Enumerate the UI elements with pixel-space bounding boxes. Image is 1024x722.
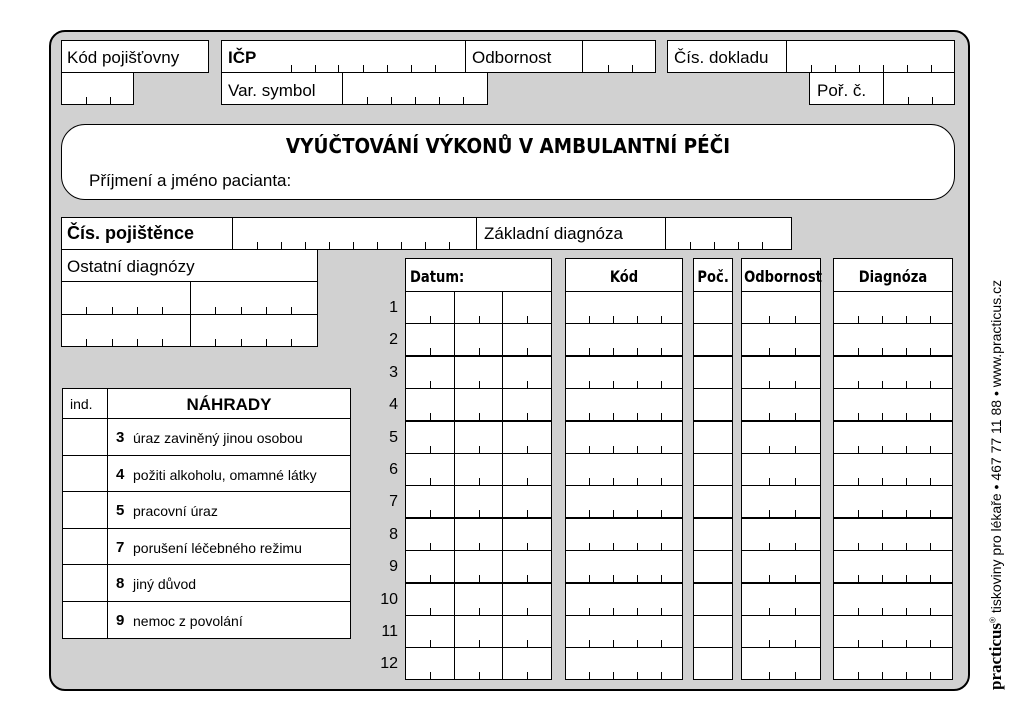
odbornost-cell[interactable] (741, 388, 821, 421)
datum-year-cell[interactable] (502, 647, 552, 680)
poc-cell[interactable] (693, 453, 733, 486)
datum-month-cell[interactable] (454, 583, 503, 616)
nahrady-ind-checkbox[interactable] (62, 491, 108, 529)
header-odbornost-box (741, 258, 821, 292)
odbornost-cell[interactable] (741, 615, 821, 648)
ind-label: ind. (70, 396, 93, 412)
patient-name-label: Příjmení a jméno pacianta: (89, 171, 292, 190)
datum-day-cell[interactable] (405, 615, 455, 648)
diagnoza-cell[interactable] (833, 388, 953, 421)
row-number: 8 (389, 526, 398, 543)
datum-day-cell[interactable] (405, 453, 455, 486)
nahrady-item-code: 4 (116, 466, 125, 483)
ostatni-diagnoza-2[interactable] (190, 281, 318, 315)
header-kod-box (565, 258, 683, 292)
nahrady-title-box (107, 388, 351, 419)
nahrady-item-code: 8 (116, 575, 125, 592)
kod-cell[interactable] (565, 583, 683, 616)
nahrady-ind-checkbox[interactable] (62, 564, 108, 602)
kod-cell[interactable] (565, 518, 683, 551)
nahrady-item-code: 9 (116, 612, 125, 629)
poc-cell[interactable] (693, 356, 733, 389)
nahrady-item-text: jiný důvod (133, 576, 197, 592)
ostatni-diagnoza-1[interactable] (61, 281, 191, 315)
cis-pojistence-field[interactable] (232, 217, 477, 250)
icp-field[interactable] (221, 40, 466, 73)
odbornost-label: Odbornost (472, 48, 552, 67)
row-number: 2 (389, 331, 398, 348)
diagnoza-cell[interactable] (833, 615, 953, 648)
nahrady-item-code: 5 (116, 502, 125, 519)
kod-cell[interactable] (565, 388, 683, 421)
publisher-trademark: ® (988, 617, 998, 623)
row-number: 3 (389, 364, 398, 381)
row-number: 5 (389, 429, 398, 446)
ostatni-diagnozy-label: Ostatní diagnózy (67, 257, 195, 276)
nahrady-item (107, 455, 351, 493)
datum-month-cell[interactable] (454, 647, 503, 680)
datum-year-cell[interactable] (502, 518, 552, 551)
kod-cell[interactable] (565, 453, 683, 486)
datum-year-cell[interactable] (502, 550, 552, 583)
odbornost-cell[interactable] (741, 485, 821, 518)
datum-day-cell[interactable] (405, 323, 455, 356)
datum-month-cell[interactable] (454, 550, 503, 583)
row-number: 6 (389, 461, 398, 478)
datum-day-cell[interactable] (405, 485, 455, 518)
odbornost-cell[interactable] (741, 647, 821, 680)
nahrady-item (107, 491, 351, 529)
datum-year-cell[interactable] (502, 485, 552, 518)
datum-month-cell[interactable] (454, 485, 503, 518)
nahrady-ind-checkbox[interactable] (62, 601, 108, 639)
row-number: 1 (389, 299, 398, 316)
diagnoza-cell[interactable] (833, 583, 953, 616)
nahrady-ind-checkbox[interactable] (62, 418, 108, 456)
row-number: 4 (389, 396, 398, 413)
diagnoza-cell[interactable] (833, 518, 953, 551)
odbornost-cell[interactable] (741, 518, 821, 551)
kod-pojistovny-label-box (61, 40, 209, 73)
nahrady-item-text: úraz zaviněný jinou osobou (133, 430, 303, 446)
nahrady-item-text: požiti alkoholu, omamné látky (133, 467, 317, 483)
datum-month-cell[interactable] (454, 291, 503, 324)
row-number: 9 (389, 558, 398, 575)
header-kod: Kód (609, 267, 639, 286)
odbornost-cell[interactable] (741, 323, 821, 356)
poc-cell[interactable] (693, 647, 733, 680)
patient-name-field[interactable] (320, 165, 930, 190)
diagnoza-cell[interactable] (833, 323, 953, 356)
nahrady-ind-checkbox[interactable] (62, 455, 108, 493)
diagnoza-cell[interactable] (833, 356, 953, 389)
nahrady-item (107, 601, 351, 639)
kod-cell[interactable] (565, 291, 683, 324)
datum-day-cell[interactable] (405, 550, 455, 583)
odbornost-cell[interactable] (741, 453, 821, 486)
odbornost-cell[interactable] (741, 583, 821, 616)
nahrady-item-code: 7 (116, 539, 125, 556)
kod-cell[interactable] (565, 356, 683, 389)
datum-month-cell[interactable] (454, 518, 503, 551)
form-title: VYÚČTOVÁNÍ VÝKONŮ V AMBULANTNÍ PÉČI (285, 134, 731, 158)
datum-year-cell[interactable] (502, 356, 552, 389)
row-number: 12 (380, 655, 398, 672)
nahrady-item-text: pracovní úraz (133, 503, 218, 519)
odbornost-cell[interactable] (741, 291, 821, 324)
datum-year-cell[interactable] (502, 323, 552, 356)
odbornost-label-box (465, 40, 583, 73)
cis-pojistence-label: Čís. pojištěnce (67, 223, 195, 243)
header-poc: Poč. (697, 267, 729, 286)
var-symbol-field[interactable] (342, 72, 488, 105)
row-number: 10 (380, 591, 398, 608)
poc-cell[interactable] (693, 583, 733, 616)
nahrady-item (107, 528, 351, 566)
por-c-label-box (809, 72, 884, 105)
datum-month-cell[interactable] (454, 615, 503, 648)
poc-cell[interactable] (693, 291, 733, 324)
datum-year-cell[interactable] (502, 615, 552, 648)
odbornost-cell[interactable] (741, 421, 821, 454)
header-diagnoza: Diagnóza (858, 267, 928, 286)
por-c-field[interactable] (883, 72, 955, 105)
kod-cell[interactable] (565, 550, 683, 583)
icp-label: IČP (228, 48, 257, 67)
datum-day-cell[interactable] (405, 421, 455, 454)
kod-cell[interactable] (565, 615, 683, 648)
diagnoza-cell[interactable] (833, 647, 953, 680)
ostatni-diagnozy-label-box (61, 249, 318, 282)
cis-dokladu-label-box (667, 40, 787, 73)
kod-cell[interactable] (565, 647, 683, 680)
nahrady-item-text: nemoc z povolání (133, 613, 243, 629)
publisher-brand: practicus (986, 622, 1005, 690)
zakladni-diagnoza-label-box (476, 217, 666, 250)
datum-month-cell[interactable] (454, 388, 503, 421)
nahrady-item (107, 564, 351, 602)
odbornost-field[interactable] (582, 40, 656, 73)
datum-month-cell[interactable] (454, 421, 503, 454)
datum-day-cell[interactable] (405, 388, 455, 421)
datum-month-cell[interactable] (454, 453, 503, 486)
cis-dokladu-label: Čís. dokladu (674, 48, 769, 67)
poc-cell[interactable] (693, 421, 733, 454)
kod-pojistovny-field[interactable] (61, 72, 134, 105)
row-number: 11 (381, 623, 398, 640)
datum-day-cell[interactable] (405, 518, 455, 551)
datum-year-cell[interactable] (502, 453, 552, 486)
var-symbol-label-box (221, 72, 343, 105)
diagnoza-cell[interactable] (833, 485, 953, 518)
nahrady-ind-header (62, 388, 108, 419)
nahrady-item-text: porušení léčebného režimu (133, 540, 302, 556)
poc-cell[interactable] (693, 550, 733, 583)
kod-cell[interactable] (565, 323, 683, 356)
datum-month-cell[interactable] (454, 323, 503, 356)
datum-year-cell[interactable] (502, 583, 552, 616)
ostatni-diagnoza-4[interactable] (190, 314, 318, 347)
datum-day-cell[interactable] (405, 291, 455, 324)
poc-cell[interactable] (693, 388, 733, 421)
kod-cell[interactable] (565, 485, 683, 518)
nahrady-item-code: 3 (116, 429, 125, 446)
datum-year-cell[interactable] (502, 291, 552, 324)
odbornost-cell[interactable] (741, 356, 821, 389)
poc-cell[interactable] (693, 518, 733, 551)
zakladni-diagnoza-field[interactable] (665, 217, 792, 250)
var-symbol-label: Var. symbol (228, 81, 316, 100)
datum-year-cell[interactable] (502, 388, 552, 421)
nahrady-title: NÁHRADY (186, 395, 272, 414)
row-number: 7 (389, 493, 398, 510)
nahrady-item (107, 418, 351, 456)
header-datum: Datum: (409, 267, 465, 286)
datum-month-cell[interactable] (454, 356, 503, 389)
odbornost-cell[interactable] (741, 550, 821, 583)
diagnoza-cell[interactable] (833, 453, 953, 486)
kod-cell[interactable] (565, 421, 683, 454)
header-poc-box (693, 258, 733, 292)
publisher-info: tiskoviny pro lékaře • 467 77 11 88 • www.practicus.cz (988, 279, 1004, 618)
ostatni-diagnoza-3[interactable] (61, 314, 191, 347)
header-datum-box (405, 258, 552, 292)
poc-cell[interactable] (693, 323, 733, 356)
datum-day-cell[interactable] (405, 356, 455, 389)
datum-year-cell[interactable] (502, 421, 552, 454)
header-diagnoza-box (833, 258, 953, 292)
datum-day-cell[interactable] (405, 583, 455, 616)
diagnoza-cell[interactable] (833, 421, 953, 454)
cis-pojistence-label-box (61, 217, 233, 250)
poc-cell[interactable] (693, 615, 733, 648)
diagnoza-cell[interactable] (833, 291, 953, 324)
publisher-text (986, 280, 1006, 690)
kod-pojistovny-label: Kód pojišťovny (67, 48, 180, 67)
cis-dokladu-field[interactable] (786, 40, 955, 73)
zakladni-diagnoza-label: Základní diagnóza (484, 224, 623, 243)
nahrady-ind-checkbox[interactable] (62, 528, 108, 566)
poc-cell[interactable] (693, 485, 733, 518)
diagnoza-cell[interactable] (833, 550, 953, 583)
datum-day-cell[interactable] (405, 647, 455, 680)
por-c-label: Poř. č. (817, 81, 867, 100)
header-odbornost: Odbornost (744, 267, 822, 286)
